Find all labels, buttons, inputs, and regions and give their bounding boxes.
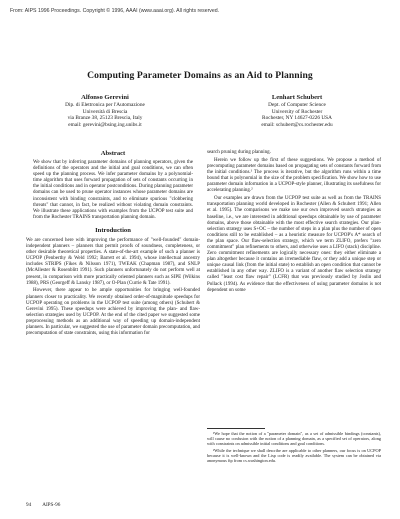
- intro-paragraph: Herein we follow up the first of these suggestions. We propose a method of precomputing parameter domains based on propagating sets of constants forward from the initial conditions.¹ The process is iterative, but the algorithm runs within a time bound that is polynomial in the size of the problem specification. We show how to use parameter domain information in a UCPOP-style planner, illustrating its usefulness for accelerating planning.²: [207, 157, 381, 194]
- intro-paragraph: Our examples are drawn from the UCPOP test suite as well as from the TRAINS transportation planning world developed in Rochester (Allen & Schubert 1991; Allen et al. 1995). The comparisons we make use our own improved search strategies as baseline, i.e., we are interested in additional speedups obtainable by use of parameter domains, above those obtainable with the most effective search strategies. Our plan-selection strategy uses S+OC – the number of steps in a plan plus the number of open conditions still to be established – as a heuristic measure for UCPOP's A* search of the plan space. Our flaw-selection strategy, which we term ZLIFO, prefers "zero commitment" plan refinements to others, and otherwise uses a LIFO (stack) discipline. Zero commitment refinements are logically necessary ones: they either eliminate a plan altogether because it contains an irremediable flaw, or they add a unique step or unique causal link (from the initial state) to establish an open condition that cannot be established in any other way. ZLIFO is a variant of another flaw selection strategy called "least cost flaw repair" (LCFR) that was previously studied by Joslin and Pollack (1994). As evidence that the effectiveness of using parameter domains is not dependent on some: [207, 196, 381, 293]
- author-email: email: schubert@cs.rochester.edu: [261, 121, 333, 128]
- author-address: Rochester, NY 14627-0226 USA: [262, 115, 332, 122]
- author-name: Alfonso Gerevini: [81, 94, 129, 101]
- copyright-notice: From: AIPS 1996 Proceedings. Copyright © 1996, AAAI (www.aaai.org). All rights reserved.: [10, 8, 220, 14]
- abstract-heading: Abstract: [100, 150, 126, 157]
- footnotes: [207, 431, 381, 464]
- author-address: via Branze 38, 25123 Brescia, Italy: [67, 115, 143, 122]
- intro-paragraph: We are concerned here with improving the performance of "well-founded" domain-independent planners – planners that permit proofs of soundness, completeness, or other desirable theoretical properties. A state-of-the-art example of such a planner is UCPOP (Penberthy & Weld 1992; Barrett et al. 1994), whose intellectual ancestry includes STRIPS (Fikes & Nilsson 1971), TWEAK (Chapman 1987), and SNLP (McAllester & Rosenblitt 1991). Such planners unfortunately do not perform well at present, in comparison with more practically oriented planners such as SIPE (Wilkins 1988), PRS (Georgeff & Lansky 1987), or O-Plan (Currie & Tate 1991).: [26, 237, 200, 286]
- author-block-2: [222, 94, 372, 129]
- footnote: ¹We hope that the notion of a "parameter domain", as a set of admissible bindings (constants), will cause no confusion with the notion of a planning domain, as a specified set of operators, along with constraints on admissible initial conditions and goal conditions.: [207, 431, 381, 447]
- introduction-heading: Introduction: [95, 226, 131, 234]
- intro-paragraph: search pruning during planning.: [207, 150, 271, 155]
- author-name: Lenhart Schubert: [271, 94, 323, 101]
- author-affiliation: Dip. di Elettronica per l'Automazione: [65, 102, 145, 109]
- author-block-1: [30, 94, 180, 129]
- page-footer: [26, 502, 70, 508]
- left-column: [26, 150, 200, 339]
- author-institution: University of Rochester: [271, 108, 323, 115]
- author-affiliation: Dept. of Computer Science: [268, 102, 326, 109]
- page-number: 94: [26, 502, 32, 508]
- author-email: email: gerevini@bsing.ing.unibs.it: [68, 121, 142, 128]
- footnote-divider: [207, 428, 265, 429]
- paper-title: Computing Parameter Domains as an Aid to Planning: [87, 70, 313, 81]
- abstract-body: [26, 160, 200, 221]
- abstract-text: We show that by inferring parameter domains of planning operators, given the definitions of the operators and the initial and goal conditions, we can often speed up the planning process. We infer parameter domains by a polynomial-time algorithm that uses forward propagation of sets of constants occurring in the initial conditions and in operator postconditions. During planning parameter domains can be used to prune operator instances whose parameter domains are inconsistent with binding constraints, and to eliminate spurious "clobbering threats" that cannot, in fact, be realized without violating domain constraints. We illustrate these applications with examples from the UCPOP test suite and from the Rochester TRAINS transportation planning domain.: [33, 160, 193, 220]
- right-column: [207, 150, 381, 296]
- author-institution: Università di Brescia: [82, 108, 128, 115]
- venue-label: AIPS-96: [42, 502, 61, 508]
- intro-paragraph: However, there appear to be ample opportunities for bringing well-founded planners closer to practicality. We recently obtained order-of-magnitude speedups for UCPOP operating on problems in the UCPOP test suite (among others) (Schubert & Gerevini 1995). These speedups were achieved by improving the plan- and flaw-selection strategies used by UCPOP. At the end of the cited paper we suggested some preprocessing methods as an additional way of speeding up domain-independent planners. In particular, we suggested the use of parameter domain precomputation, and precomputation of state constraints, using this information for: [26, 288, 200, 337]
- footnote: ²While the technique we shall describe are applicable to other planners, our focus is on UCPOP because it is well-known and the Lisp code is readily available. The system can be obtained via anonymous ftp from cs.washington.edu.: [207, 447, 381, 464]
